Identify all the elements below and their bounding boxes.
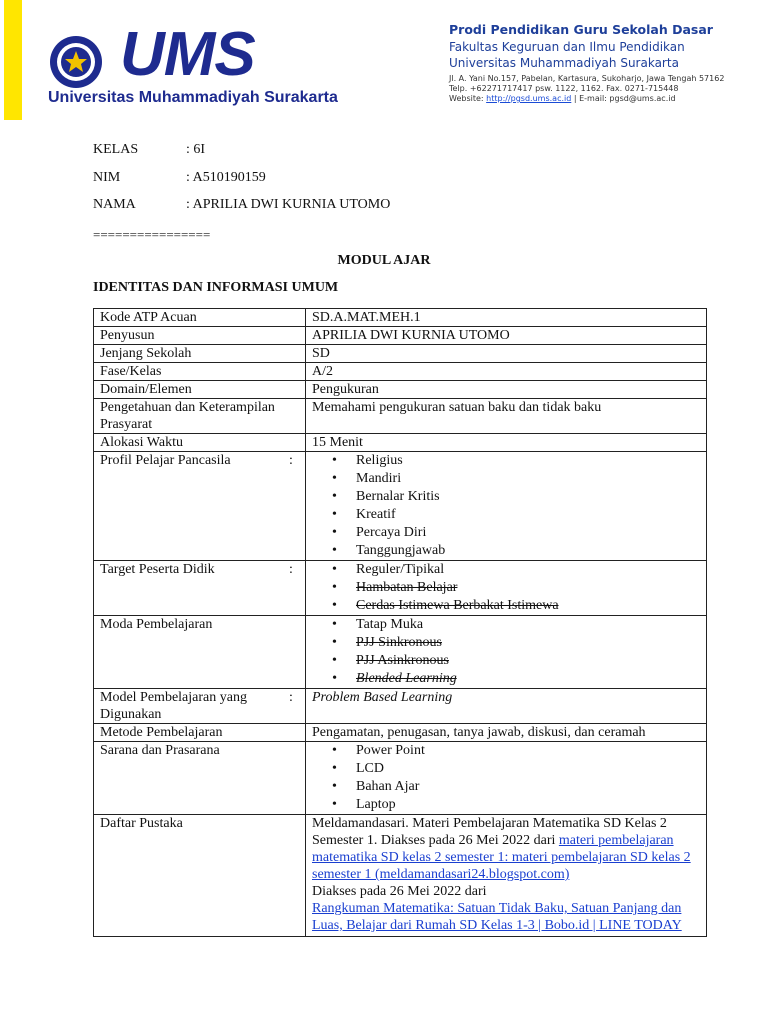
- table-row: [94, 452, 707, 561]
- target-list: [312, 561, 700, 615]
- table-row: [94, 616, 707, 689]
- table-row: [94, 724, 707, 742]
- row-value: Pengukuran: [306, 381, 707, 399]
- ums-brand-text: UMS: [120, 20, 255, 89]
- nama-value: : APRILIA DWI KURNIA UTOMO: [186, 197, 391, 212]
- table-row: [94, 399, 707, 434]
- list-item: • Kreatif: [356, 506, 700, 524]
- table-row: [94, 434, 707, 452]
- list-item-struck: • PJJ Sinkronous: [356, 634, 700, 652]
- row-label: Kode ATP Acuan: [94, 309, 286, 327]
- row-colon: :: [285, 561, 306, 616]
- list-item: • Tatap Muka: [356, 616, 700, 634]
- row-value: Problem Based Learning: [306, 689, 707, 724]
- row-label: Fase/Kelas: [94, 363, 286, 381]
- info-table: [93, 308, 707, 937]
- university-name: Universitas Muhammadiyah Surakarta: [48, 89, 338, 106]
- table-row: [94, 363, 707, 381]
- pustaka-text-2: Diakses pada 26 Mei 2022 dari: [312, 884, 487, 899]
- prodi-name: Prodi Pendidikan Guru Sekolah Dasar: [449, 22, 713, 37]
- list-item: • Religius: [356, 452, 700, 470]
- row-label: Target Peserta Didik: [94, 561, 286, 616]
- list-item: • Bahan Ajar: [356, 778, 700, 796]
- website-line: [449, 94, 676, 103]
- nama-row: [93, 197, 390, 213]
- row-label: Metode Pembelajaran: [94, 724, 286, 742]
- list-item-struck: • Blended Learning: [356, 670, 700, 688]
- section-title: IDENTITAS DAN INFORMASI UMUM: [93, 280, 339, 295]
- moda-list: [312, 616, 700, 688]
- row-label: Pengetahuan dan Keterampilan Prasyarat: [94, 399, 286, 434]
- row-label: Moda Pembelajaran: [94, 616, 286, 689]
- table-row: [94, 689, 707, 724]
- list-item-struck: • Cerdas Istimewa Berbakat Istimewa: [356, 597, 700, 615]
- list-item: • LCD: [356, 760, 700, 778]
- pustaka-link-1[interactable]: materi pembelajaran matematika SD kelas 2 semester 1: materi pembelajaran SD kelas 2 semester 1 (meldamandasari24.blogspot.com): [312, 833, 691, 882]
- row-value: APRILIA DWI KURNIA UTOMO: [306, 327, 707, 345]
- nim-label: NIM: [93, 170, 121, 185]
- table-row: [94, 309, 707, 327]
- row-label: Penyusun: [94, 327, 286, 345]
- list-item: • Laptop: [356, 796, 700, 814]
- profil-list: [312, 452, 700, 560]
- pustaka-cell: [306, 815, 707, 937]
- ums-seal-logo: [42, 34, 110, 90]
- list-item: • Tanggungjawab: [356, 542, 700, 560]
- yellow-accent-bar: [4, 0, 22, 120]
- separator-line: ================: [93, 227, 211, 242]
- row-label: Domain/Elemen: [94, 381, 286, 399]
- row-value: Memahami pengukuran satuan baku dan tidak baku: [306, 399, 707, 434]
- row-value: SD: [306, 345, 707, 363]
- sarana-list: [312, 742, 700, 814]
- table-row: [94, 815, 707, 937]
- address-line: Jl. A. Yani No.157, Pabelan, Kartasura, Sukoharjo, Jawa Tengah 57162: [449, 74, 725, 83]
- row-label: Jenjang Sekolah: [94, 345, 286, 363]
- row-value: 15 Menit: [306, 434, 707, 452]
- row-label: Daftar Pustaka: [94, 815, 286, 937]
- kelas-value: : 6I: [186, 142, 206, 157]
- kelas-label: KELAS: [93, 142, 139, 157]
- website-label: Website:: [449, 94, 487, 103]
- nim-value: : A510190159: [186, 170, 266, 185]
- email-text: | E-mail: pgsd@ums.ac.id: [571, 94, 676, 103]
- nim-row: [93, 170, 266, 186]
- list-item: • Bernalar Kritis: [356, 488, 700, 506]
- pustaka-link-2[interactable]: Rangkuman Matematika: Satuan Tidak Baku, Satuan Panjang dan Luas, Belajar dari Rumah SD Kelas 1-3 | Bobo.id | LINE TODAY: [312, 901, 682, 933]
- list-item: • Mandiri: [356, 470, 700, 488]
- row-colon: :: [285, 689, 306, 724]
- list-item: • Percaya Diri: [356, 524, 700, 542]
- nama-label: NAMA: [93, 197, 136, 212]
- row-label: Alokasi Waktu: [94, 434, 286, 452]
- kelas-row: [93, 142, 205, 158]
- table-row: [94, 381, 707, 399]
- document-title: MODUL AJAR: [337, 253, 431, 268]
- table-row: [94, 327, 707, 345]
- university-name-secondary: Universitas Muhammadiyah Surakarta: [449, 56, 679, 70]
- row-value: Pengamatan, penugasan, tanya jawab, diskusi, dan ceramah: [306, 724, 707, 742]
- row-colon: :: [285, 452, 306, 561]
- list-item-struck: • PJJ Asinkronous: [356, 652, 700, 670]
- phone-line: Telp. +62271717417 psw. 1122, 1162. Fax. 0271-715448: [449, 84, 679, 93]
- row-label: Profil Pelajar Pancasila: [94, 452, 286, 561]
- list-item-struck: • Hambatan Belajar: [356, 579, 700, 597]
- table-row: [94, 561, 707, 616]
- row-label: Sarana dan Prasarana: [94, 742, 286, 815]
- row-value: SD.A.MAT.MEH.1: [306, 309, 707, 327]
- row-value: A/2: [306, 363, 707, 381]
- website-link[interactable]: http://pgsd.ums.ac.id: [486, 94, 572, 103]
- list-item: • Power Point: [356, 742, 700, 760]
- list-item: • Reguler/Tipikal: [356, 561, 700, 579]
- row-label: Model Pembelajaran yang Digunakan: [94, 689, 286, 724]
- table-row: [94, 345, 707, 363]
- table-row: [94, 742, 707, 815]
- faculty-name: Fakultas Keguruan dan Ilmu Pendidikan: [449, 40, 685, 54]
- pustaka-text: Meldamandasari. Materi Pembelajaran Matematika SD Kelas 2 Semester 1. Diakses pada 26 Mei 2022 dari: [312, 816, 667, 848]
